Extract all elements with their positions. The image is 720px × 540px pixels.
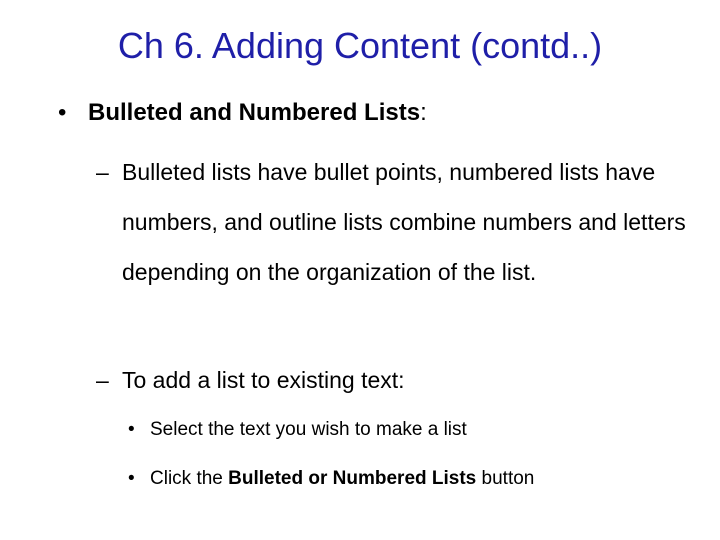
- slide-title: Ch 6. Adding Content (contd..): [117, 25, 603, 66]
- dash-marker: –: [96, 159, 109, 185]
- step-click-prefix: Click the: [150, 468, 229, 489]
- sub-bullet-add-list-text: To add a list to existing text:: [122, 367, 405, 393]
- step-select-text: [128, 417, 467, 443]
- bullet-heading-text: Bulleted and Numbered Lists: [88, 99, 421, 126]
- bullet-lists-heading: [58, 96, 427, 130]
- step-click-suffix: button: [476, 468, 535, 489]
- bullet-marker: •: [58, 99, 67, 126]
- bullet-marker: •: [128, 468, 135, 489]
- step-click-button: [128, 466, 534, 492]
- step-select-text-label: Select the text you wish to make a list: [150, 419, 467, 440]
- sub-bullet-add-list: [96, 355, 706, 405]
- bullet-marker: •: [128, 419, 135, 440]
- sub-bullet-list-types: [96, 147, 706, 347]
- bullet-heading-colon: :: [420, 99, 427, 126]
- sub-bullet-list-types-text: Bulleted lists have bullet points, numbered lists have numbers, and outline lists combine numbers and letters depending on the organization of the list.: [122, 159, 686, 285]
- step-click-button-name: Bulleted or Numbered Lists: [228, 468, 477, 489]
- dash-marker: –: [96, 367, 109, 393]
